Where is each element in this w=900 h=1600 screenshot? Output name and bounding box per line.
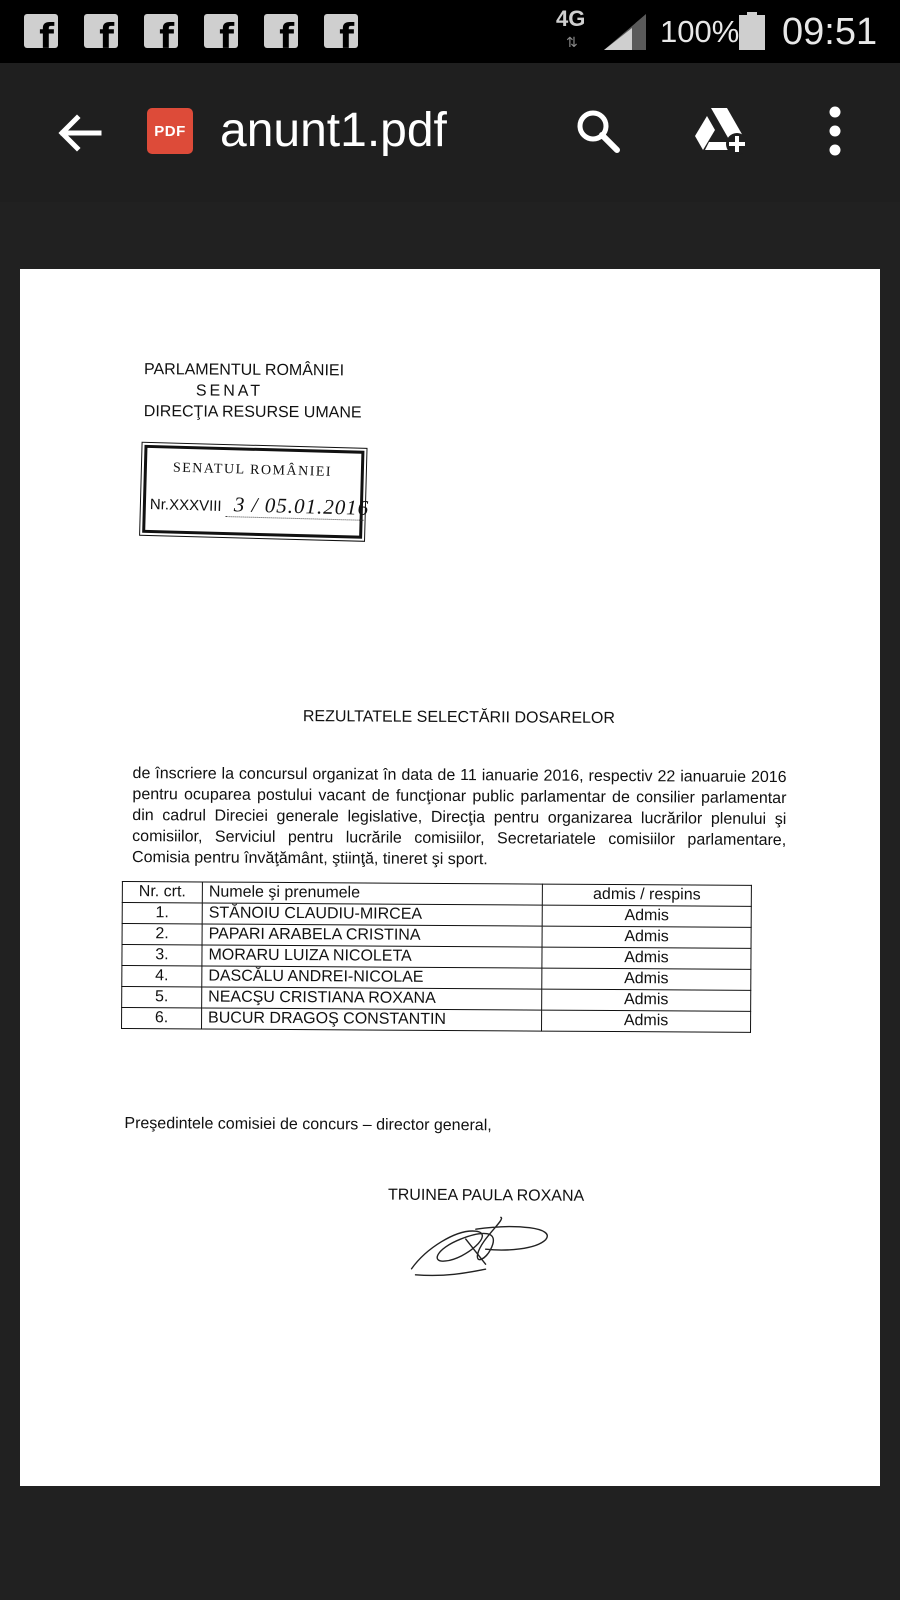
drive-add-icon bbox=[693, 106, 751, 156]
handwritten-signature bbox=[405, 1209, 555, 1280]
candidate-status: Admis bbox=[542, 947, 751, 969]
table-row bbox=[122, 1007, 751, 1032]
candidate-status: Admis bbox=[542, 926, 751, 948]
scanned-content bbox=[20, 269, 880, 1486]
data-arrows-icon: ⇅ bbox=[566, 34, 578, 50]
row-number: 1. bbox=[122, 902, 202, 923]
header-nr: Nr. crt. bbox=[122, 881, 202, 902]
intro-paragraph: de înscriere la concursul organizat în data de 11 ianuarie 2016, respectiv 22 ianuaruie 2016 pentru ocuparea postului vacant de funcţionar public parlamentar de consilier parlamentar din cadrul Direciei generale legislative, Direcţia pentru organizarea lucrărilor plenului şi comisiilor, Serviciul pentru lucrările comisiilor, Secretariatele comisiilor parlamentare, Comisia pentru învăţământ, ştiinţă, tineret şi sport. bbox=[132, 765, 787, 869]
candidate-name: MORARU LUIZA NICOLETA bbox=[202, 945, 542, 968]
facebook-icon bbox=[84, 14, 118, 48]
clock: 09:51 bbox=[782, 11, 878, 53]
row-number: 5. bbox=[122, 986, 202, 1007]
notification-icons bbox=[24, 14, 358, 48]
candidate-name: BUCUR DRAGOŞ CONSTANTIN bbox=[202, 1008, 542, 1031]
commission-president-line: Preşedintele comisiei de concurs – director general, bbox=[124, 1115, 492, 1135]
candidate-name: NEACŞU CRISTIANA ROXANA bbox=[202, 987, 542, 1010]
row-number: 2. bbox=[122, 923, 202, 944]
add-to-drive-button[interactable] bbox=[690, 103, 754, 159]
app-toolbar bbox=[0, 63, 900, 202]
candidate-name: STĂNOIU CLAUDIU-MIRCEA bbox=[202, 903, 542, 926]
stamp-handwritten-number: 3 / 05.01.2016 bbox=[233, 492, 370, 520]
row-number: 3. bbox=[122, 944, 202, 965]
facebook-icon bbox=[144, 14, 178, 48]
facebook-icon bbox=[324, 14, 358, 48]
search-button[interactable] bbox=[570, 103, 626, 159]
results-table bbox=[121, 881, 752, 1033]
pdf-file-icon: PDF bbox=[147, 108, 193, 154]
facebook-icon bbox=[24, 14, 58, 48]
facebook-icon bbox=[204, 14, 238, 48]
header-status: admis / respins bbox=[542, 884, 751, 906]
battery-icon bbox=[739, 12, 765, 50]
candidate-status: Admis bbox=[542, 989, 751, 1011]
document-title: anunt1.pdf bbox=[220, 104, 447, 157]
signal-strength-icon bbox=[602, 12, 648, 52]
document-heading: REZULTATELE SELECTĂRII DOSARELOR bbox=[302, 708, 616, 728]
candidate-status: Admis bbox=[542, 968, 751, 990]
battery-percent: 100% bbox=[660, 14, 740, 49]
row-number: 4. bbox=[122, 965, 202, 986]
more-options-button[interactable] bbox=[810, 103, 860, 159]
header-line-parliament: PARLAMENTUL ROMÂNIEI bbox=[143, 361, 345, 380]
stamp-number-label: Nr.XXXVIII bbox=[149, 496, 222, 515]
stamp-title: SENATUL ROMÂNIEI bbox=[172, 460, 333, 480]
row-number: 6. bbox=[122, 1007, 202, 1028]
candidate-status: Admis bbox=[542, 905, 751, 927]
header-name: Numele şi prenumele bbox=[202, 882, 542, 905]
header-line-senate: SENAT bbox=[195, 382, 264, 400]
network-type: 4G bbox=[556, 6, 586, 31]
registration-stamp bbox=[142, 445, 370, 539]
back-button[interactable] bbox=[52, 105, 108, 161]
candidate-name: DASCĂLU ANDREI-NICOLAE bbox=[202, 966, 542, 989]
pdf-page[interactable] bbox=[20, 269, 880, 1486]
signer-name: TRUINEA PAULA ROXANA bbox=[387, 1186, 585, 1205]
back-arrow-icon bbox=[57, 113, 103, 153]
header-line-department: DIRECŢIA RESURSE UMANE bbox=[143, 403, 362, 422]
facebook-icon bbox=[264, 14, 298, 48]
status-bar bbox=[0, 0, 900, 63]
search-icon bbox=[575, 108, 621, 154]
candidate-name: PAPARI ARABELA CRISTINA bbox=[202, 924, 542, 947]
candidate-status: Admis bbox=[542, 1010, 751, 1032]
institution-header bbox=[144, 359, 362, 423]
more-vert-icon bbox=[828, 106, 842, 156]
